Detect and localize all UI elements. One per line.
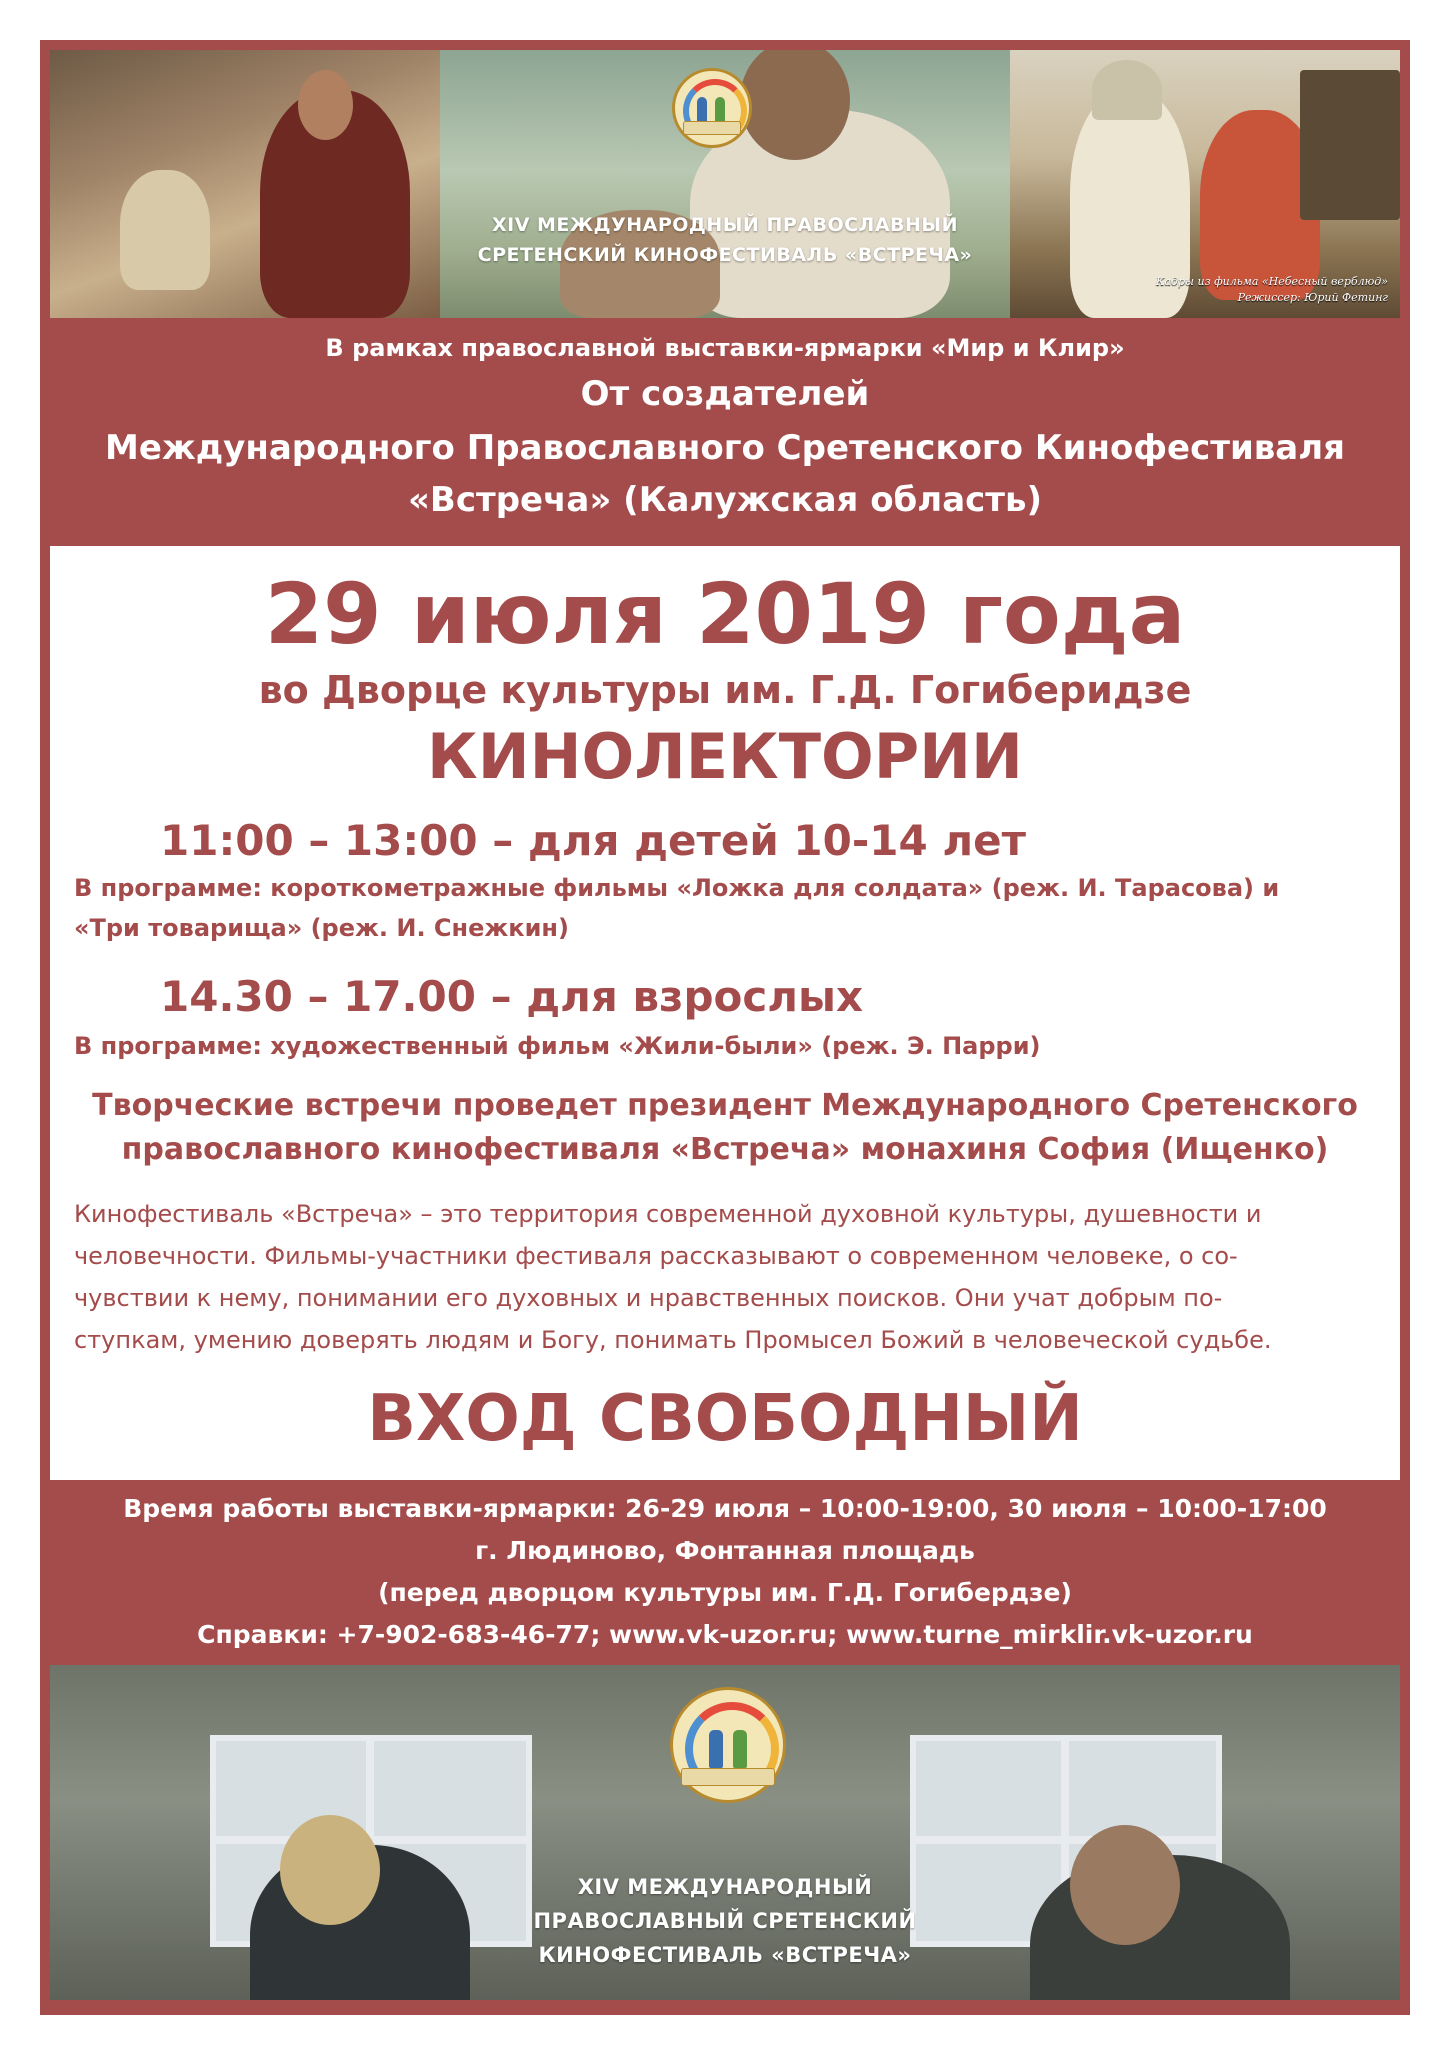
woman-head: [280, 1815, 380, 1925]
footer-contacts: Справки: +7-902-683-46-77; www.vk-uzor.ru; www.turne_mirklir.vk-uzor.ru: [197, 1620, 1253, 1649]
footer-address: г. Людиново, Фонтанная площадь: [475, 1536, 975, 1565]
footer-address-note: (перед дворцом культуры им. Г.Д. Гогибердзе): [378, 1578, 1072, 1607]
film-still-boy-camel: [440, 50, 1010, 318]
event-title: КИНОЛЕКТОРИИ: [427, 720, 1023, 793]
film-still-men: [1010, 50, 1400, 318]
description-line-4: ступкам, умению доверять людям и Богу, понимать Промысел Божий в человеческой судьбе.: [74, 1326, 1272, 1354]
description-line-2: человечности. Фильмы-участники фестиваля рассказывают о современном человеке, о со-: [74, 1242, 1238, 1270]
festival-logo-bottom: [670, 1687, 786, 1803]
boy-figure: [120, 170, 210, 290]
festival-title-bottom: XIV МЕЖДУНАРОДНЫЙ ПРАВОСЛАВНЫЙ СРЕТЕНСКИЙ КИНОФЕСТИВАЛЬ «ВСТРЕЧА»: [533, 1875, 917, 1967]
header-region: «Встреча» (Калужская область): [407, 480, 1043, 520]
session-children-program-2: «Три товарища» (реж. И. Снежкин): [74, 914, 569, 942]
description-line-1: Кинофестиваль «Встреча» – это территория современной духовной культуры, душевности и: [74, 1200, 1262, 1228]
meeting-line-2: православного кинофестиваля «Встреча» монахиня София (Ищенко): [121, 1132, 1329, 1167]
main-content: [50, 546, 1400, 1480]
bottom-banner: [50, 1665, 1400, 2000]
film-still-monks: [50, 50, 440, 318]
session-children-time: 11:00 – 13:00 – для детей 10-14 лет: [160, 816, 1026, 865]
man-head: [1070, 1825, 1180, 1945]
event-date: 29 июля 2019 года: [264, 565, 1186, 663]
header-exhibition: В рамках православной выставки-ярмарки «Мир и Клир»: [325, 334, 1125, 362]
man-hat: [1092, 60, 1162, 120]
film-credit: Кадры из фильма «Небесный верблюд» Режиссер: Юрий Фетинг: [1155, 275, 1388, 304]
top-banner: [50, 50, 1400, 318]
free-entry: ВХОД СВОБОДНЫЙ: [367, 1382, 1083, 1456]
monk-head: [298, 70, 353, 140]
session-children-program-1: В программе: короткометражные фильмы «Ложка для солдата» (реж. И. Тарасова) и: [74, 874, 1280, 902]
session-adults-program: В программе: художественный фильм «Жили-были» (реж. Э. Парри): [74, 1032, 1041, 1060]
description-line-3: чувствии к нему, понимании его духовных и нравственных поисков. Они учат добрым по-: [74, 1284, 1223, 1312]
meeting-line-1: Творческие встречи проведет президент Международного Сретенского: [92, 1088, 1358, 1123]
festival-logo: [672, 68, 752, 148]
event-venue: во Дворце культуры им. Г.Д. Гогиберидзе: [258, 668, 1192, 712]
footer-hours: Время работы выставки-ярмарки: 26-29 июля – 10:00-19:00, 30 июля – 10:00-17:00: [123, 1494, 1327, 1523]
festival-title-top: XIV МЕЖДУНАРОДНЫЙ ПРАВОСЛАВНЫЙ СРЕТЕНСКИЙ КИНОФЕСТИВАЛЬ «ВСТРЕЧА»: [477, 214, 973, 266]
header-festival-name: Международного Православного Сретенского Кинофестиваля: [105, 428, 1345, 468]
truck: [1300, 70, 1400, 220]
session-adults-time: 14.30 – 17.00 – для взрослых: [160, 972, 864, 1021]
header-from-creators: От создателей: [580, 374, 870, 414]
